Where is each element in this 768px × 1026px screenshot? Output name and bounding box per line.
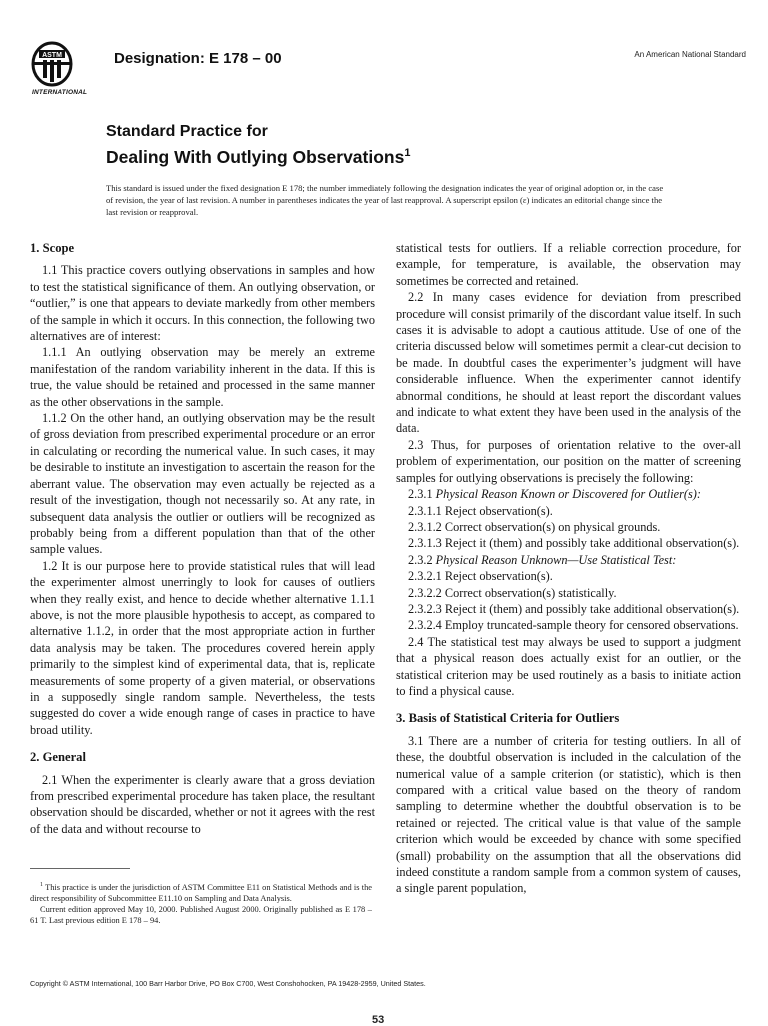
paragraph-1-1: 1.1 This practice covers outlying observations in samples and how to test the statistical significance of them. An outlying observation, or “outlier,” is one that appears to deviate markedly from other members of the sample in which it occurs. In this connection, the following two alternatives are of interest: xyxy=(30,263,375,344)
footnote-mark: 1 xyxy=(40,882,43,888)
paragraph-1-1-1: 1.1.1 An outlying observation may be merely an extreme manifestation of the random variability inherent in the data. If this is true, the value should be retained and processed in the same manner as the other observations in the sample. xyxy=(30,345,375,409)
paragraph-1-2: 1.2 It is our purpose here to provide statistical rules that will lead the experimenter almost unerringly to look for causes of outliers when they really exist, and hence to decide whether alternative 1.1.1 above, is not the more plausible hypothesis to accept, as compared to alternative 1.1.2, in order that the most appropriate action in further data analysis may be taken. The procedures covered herein apply primarily to the simplest kind of experimental data, that is, replicate measurements of some property of a given material, or observations in a supposedly single random sample. Nevertheless, the tests suggested do cover a wide enough range of cases in practice to have broad utility. xyxy=(30,558,375,737)
paragraph-1-1-2: 1.1.2 On the other hand, an outlying observation may be the result of gross deviation from prescribed experimental procedure or an error in calculating or recording the numerical value. In such cases, it may be desirable to institute an investigation to ascertain the reason for the aberrant value. The observation may even actually be rejected as a result of the investigation, though not necessarily so. At any rate, in subsequent data analysis the outlier or outliers will be recognized as probably being from a different population than that of the other sample values. xyxy=(30,411,375,557)
paragraph-2-3-2-2: 2.3.2.2 Correct observation(s) statistically. xyxy=(408,585,617,600)
paragraph-2-3-1-2: 2.3.1.2 Correct observation(s) on physical grounds. xyxy=(408,519,661,534)
right-column xyxy=(396,240,741,897)
page-number: 53 xyxy=(372,1014,385,1026)
footnote-1-text: This practice is under the jurisdiction of ASTM Committee E11 on Statistical Methods and is the direct responsibility of Subcommittee E11.10 on Sampling and Data Analysis. xyxy=(30,882,372,903)
paragraph-2-3-2-1: 2.3.2.1 Reject observation(s). xyxy=(408,569,553,584)
logo-text: ASTM xyxy=(42,52,62,59)
paragraph-2-2: 2.2 In many cases evidence for deviation from prescribed procedure will consist primarily of the discordant value itself. In such cases it is advisable to adopt a cautious attitude. Use of one of the criteria discussed below will sometimes permit a clear-cut decision to be made. In doubtful cases the experimenter’s judgment will have considerable influence. When the experimenter cannot identify abnormal conditions, he should at least report the discordant values and indicate to what extent they have been used in the analysis of the data. xyxy=(396,290,741,436)
title-line-1: Standard Practice for xyxy=(106,123,268,140)
paragraph-2-3-2 xyxy=(396,552,741,568)
paragraph-2-3-2-3: 2.3.2.3 Reject it (them) and possibly take additional observation(s). xyxy=(408,601,740,616)
logo-label: INTERNATIONAL xyxy=(32,89,88,96)
section-heading-basis: 3. Basis of Statistical Criteria for Outliers xyxy=(396,711,620,726)
title-line-2-text: Dealing With Outlying Observations xyxy=(106,146,405,167)
left-column xyxy=(30,240,375,837)
paragraph-2-1-continued: statistical tests for outliers. If a reliable correction procedure, for example, for temperature, is available, the observation may sometimes be corrected and retained. xyxy=(396,241,741,288)
copyright-line: Copyright © ASTM International, 100 Barr Harbor Drive, PO Box C700, West Conshohocken, PA 19428-2959, United States. xyxy=(30,979,426,988)
paragraph-2-1: 2.1 When the experimenter is clearly aware that a gross deviation from prescribed experimental procedure has taken place, the resultant observation should be discarded, whether or not it agrees with the rest of the data and without recourse to xyxy=(30,772,375,836)
title-line-2 xyxy=(106,142,410,168)
footnote-divider xyxy=(30,868,130,869)
paragraph-2-3: 2.3 Thus, for purposes of orientation relative to the over-all problem of experimentation, our position on the matter of screening samples for outlying observations is precisely the following: xyxy=(396,437,741,485)
paragraph-2-3-2-title: Physical Reason Unknown—Use Statistical Test: xyxy=(435,552,677,567)
standard-type: An American National Standard xyxy=(634,50,746,59)
section-heading-scope: 1. Scope xyxy=(30,241,75,255)
designation: Designation: E 178 – 00 xyxy=(114,50,282,67)
footnotes xyxy=(30,880,372,926)
section-heading-general: 2. General xyxy=(30,750,86,765)
paragraph-2-3-2-4: 2.3.2.4 Employ truncated-sample theory for censored observations. xyxy=(408,618,739,633)
paragraph-2-4: 2.4 The statistical test may always be used to support a judgment that a physical reason does actually exist for an outlier, or the statistical criterion may be used routinely as a basis to initiate action to find a physical cause. xyxy=(396,634,741,698)
footnote-1 xyxy=(30,880,372,904)
paragraph-2-3-1 xyxy=(396,486,741,502)
paragraph-2-3-2-number: 2.3.2 xyxy=(408,552,433,567)
paragraph-2-3-1-1: 2.3.1.1 Reject observation(s). xyxy=(408,503,553,518)
astm-logo-icon xyxy=(30,40,110,90)
issued-note: This standard is issued under the fixed designation E 178; the number immediately following the designation indicates the year of original adoption or, in the case of revision, the year of last revision. A number in parentheses indicates the year of last reapproval. A superscript epsilon (ε) indicates an editorial change since the last revision or reapproval. xyxy=(106,183,664,217)
paragraph-2-3-1-3: 2.3.1.3 Reject it (them) and possibly take additional observation(s). xyxy=(408,536,740,551)
title-footnote-mark: 1 xyxy=(404,147,411,159)
paragraph-2-3-1-number: 2.3.1 xyxy=(408,487,433,502)
footnote-2: Current edition approved May 10, 2000. Published August 2000. Originally published as E 178 – 61 T. Last previous edition E 178 – 94. xyxy=(30,904,372,925)
page-title xyxy=(106,121,410,168)
paragraph-3-1: 3.1 There are a number of criteria for testing outliers. In all of these, the doubtful observation is included in the calculation of the numerical value of a sample criterion (or statistic), which is then compared with a critical value based on the theory of random sampling to determine whether the doubtful observation is to be retained or rejected. The critical value is that value of the sample criterion which would be exceeded by chance with some specified (small) probability on the assumption that all the observations did indeed constitute a random sample from a common system of causes, a single parent population, xyxy=(396,733,741,896)
paragraph-2-3-1-title: Physical Reason Known or Discovered for Outlier(s): xyxy=(435,487,701,502)
